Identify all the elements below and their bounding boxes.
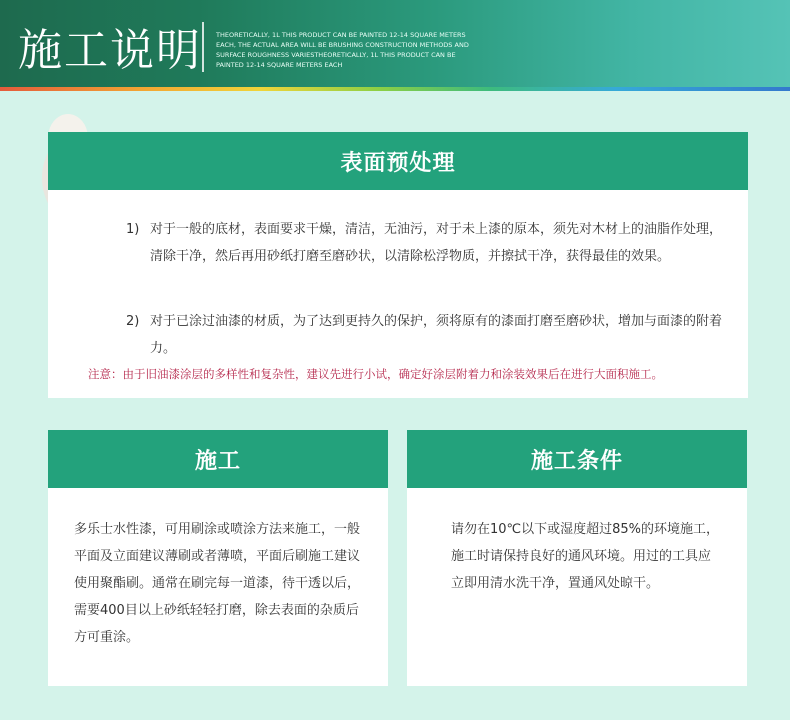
- item-number: 2): [126, 314, 140, 329]
- construction-text: 多乐士水性漆，可用刷涂或喷涂方法来施工，一般平面及立面建议薄刷或者薄喷，平面后刷施工建议使用聚酯刷。通常在刷完每一道漆，待干透以后，需要400目以上砂纸轻轻打磨，除去表面的杂质后方可重涂。: [74, 522, 361, 645]
- surface-prep-card: [48, 132, 748, 398]
- page-title: 施工说明: [18, 25, 202, 76]
- construction-card: [48, 430, 388, 686]
- item-text: 对于已涂过油漆的材质，为了达到更持久的保护，须将原有的漆面打磨至磨砂状，增加与面漆的附着力。: [150, 314, 723, 356]
- title-divider: [202, 22, 204, 72]
- construction-heading: 施工: [48, 430, 388, 488]
- caution-note: 注意：由于旧油漆涂层的多样性和复杂性，建议先进行小试，确定好涂层附着力和涂装效果后在进行大面积施工。: [88, 367, 663, 381]
- banner-subtitle: THEORETICALLY, 1L THIS PRODUCT CAN BE PAINTED 12-14 SQUARE METERS EACH, THE ACTUAL AREA WILL BE BRUSHING CONSTRUCTION METHODS AND SURFACE ROUGHNESS VARIESTHEORETICALLY, 1L THIS PRODUCT CAN BE PAINTED 12-14 SQUARE METERS EACH: [216, 31, 469, 69]
- item-text: 对于一般的底材，表面要求干燥，清洁，无油污，对于未上漆的原本，须先对木材上的油脂作处理，清除干净，然后再用砂纸打磨至磨砂状，以清除松浮物质，并擦拭干净，获得最佳的效果。: [150, 222, 723, 264]
- surface-prep-heading: 表面预处理: [48, 132, 748, 190]
- header-banner: [0, 0, 790, 87]
- list-item: [126, 216, 726, 270]
- list-item: [126, 308, 726, 362]
- item-number: 1): [126, 222, 140, 237]
- rainbow-stripe: [0, 87, 790, 91]
- conditions-heading: 施工条件: [407, 430, 747, 488]
- conditions-text: 请勿在10℃以下或湿度超过85%的环境施工，施工时请保持良好的通风环境。用过的工具应立即用清水洗干净，置通风处晾干。: [451, 522, 720, 591]
- conditions-card: [407, 430, 747, 686]
